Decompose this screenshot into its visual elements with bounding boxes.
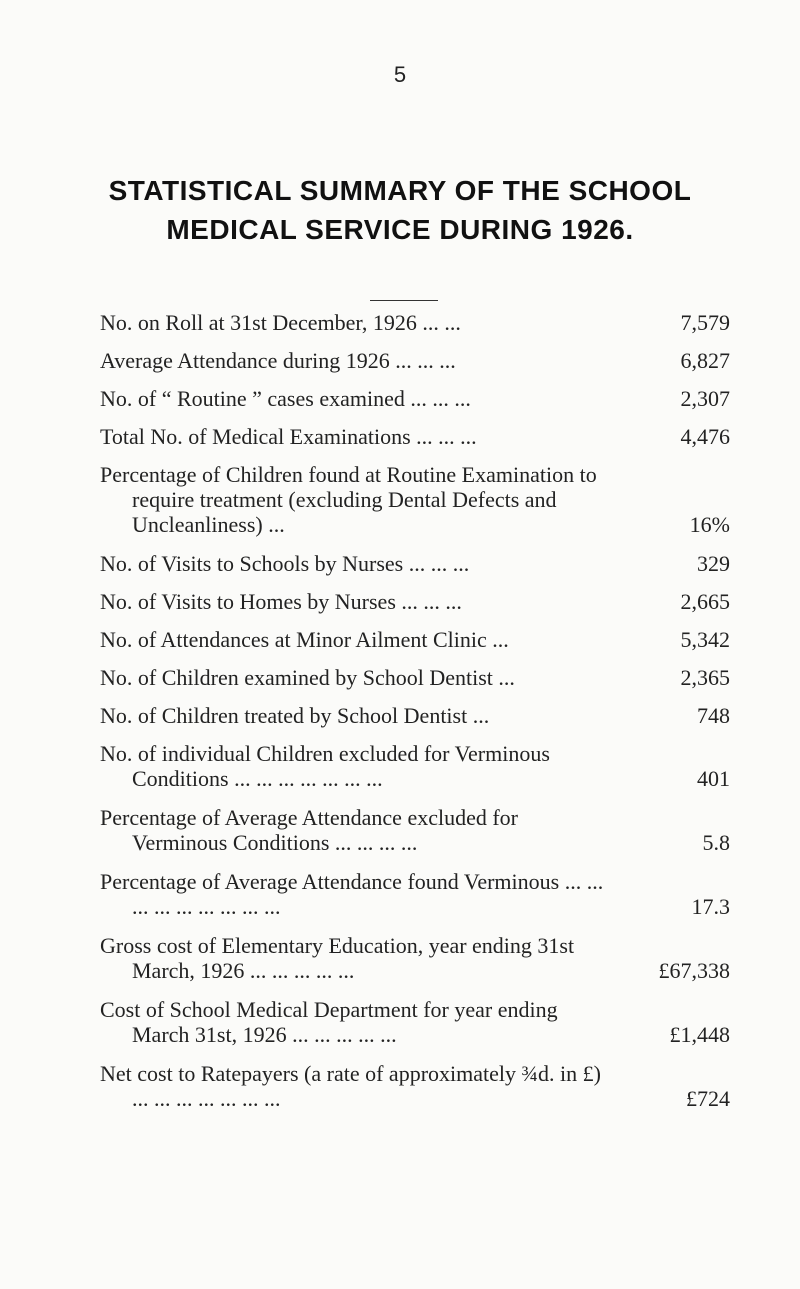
stat-value: 2,365 xyxy=(680,665,730,690)
stat-value: 2,665 xyxy=(680,589,730,614)
stat-label: No. of individual Children excluded for Verminous Conditions ... ... ... ... ... ... ... xyxy=(100,741,550,791)
page-title-line-1: STATISTICAL SUMMARY OF THE SCHOOL xyxy=(108,175,692,206)
stat-row-percentage-verminous xyxy=(100,869,730,919)
stat-row-medical-department-cost xyxy=(100,997,730,1047)
page-number: 5 xyxy=(393,62,407,87)
stat-label: No. of Children examined by School Dentist ... xyxy=(100,665,515,690)
stat-value: 748 xyxy=(697,703,730,728)
stat-label: Percentage of Average Attendance found Verminous ... ... ... ... ... ... ... ... ... xyxy=(100,869,604,919)
stat-value: 7,579 xyxy=(680,310,730,335)
stat-value: £1,448 xyxy=(669,1022,730,1047)
stat-value: 16% xyxy=(689,512,730,537)
stat-row-total-examinations xyxy=(100,424,730,449)
page-title-line-2: MEDICAL SERVICE DURING 1926. xyxy=(166,214,634,245)
stat-row-visits-to-homes xyxy=(100,589,730,614)
stat-row-average-attendance xyxy=(100,348,730,373)
stat-row-routine-cases xyxy=(100,386,730,411)
stat-row-minor-ailment-clinic xyxy=(100,627,730,652)
stat-value: 4,476 xyxy=(680,424,730,449)
stat-label: Net cost to Ratepayers (a rate of approximately ¾d. in £) ... ... ... ... ... ... ... xyxy=(100,1061,601,1111)
stat-value: 17.3 xyxy=(691,894,730,919)
stat-row-dentist-examined xyxy=(100,665,730,690)
stat-label: No. of Visits to Homes by Nurses ... ... ... xyxy=(100,589,462,614)
stat-row-percentage-requiring-treatment xyxy=(100,462,730,537)
stat-value: 6,827 xyxy=(680,348,730,373)
stat-label: No. of Visits to Schools by Nurses ... ... ... xyxy=(100,551,470,576)
stat-label: Average Attendance during 1926 ... ... ... xyxy=(100,348,456,373)
stat-value: 5,342 xyxy=(680,627,730,652)
stat-value: 5.8 xyxy=(702,830,730,855)
stat-label: Percentage of Average Attendance excluded for Verminous Conditions ... ... ... ... xyxy=(100,805,518,855)
stat-row-no-on-roll xyxy=(100,310,730,335)
stat-value: £67,338 xyxy=(658,958,730,983)
stat-value: 329 xyxy=(697,551,730,576)
stat-value: 2,307 xyxy=(680,386,730,411)
stat-row-dentist-treated xyxy=(100,703,730,728)
stat-value: 401 xyxy=(697,766,730,791)
stat-row-gross-cost xyxy=(100,933,730,983)
stat-value: £724 xyxy=(686,1086,730,1111)
stat-label: Total No. of Medical Examinations ... ... ... xyxy=(100,424,477,449)
stat-label: Cost of School Medical Department for year ending March 31st, 1926 ... ... ... ... ... xyxy=(100,997,558,1047)
stat-label: No. on Roll at 31st December, 1926 ... ... xyxy=(100,310,461,335)
stat-label: No. of Children treated by School Dentist ... xyxy=(100,703,490,728)
stat-row-net-cost xyxy=(100,1061,730,1111)
stat-label: No. of Attendances at Minor Ailment Clinic ... xyxy=(100,627,509,652)
stat-label: Percentage of Children found at Routine Examination to require treatment (excluding Dental Defects and Uncleanliness) ... xyxy=(100,462,597,537)
stat-row-visits-to-schools xyxy=(100,551,730,576)
stat-row-children-excluded xyxy=(100,741,730,791)
statistics-list xyxy=(100,310,730,1125)
stat-label: No. of “ Routine ” cases examined ... ... ... xyxy=(100,386,471,411)
title-divider xyxy=(370,300,438,301)
stat-label: Gross cost of Elementary Education, year ending 31st March, 1926 ... ... ... ... ... xyxy=(100,933,575,983)
stat-row-percentage-excluded xyxy=(100,805,730,855)
